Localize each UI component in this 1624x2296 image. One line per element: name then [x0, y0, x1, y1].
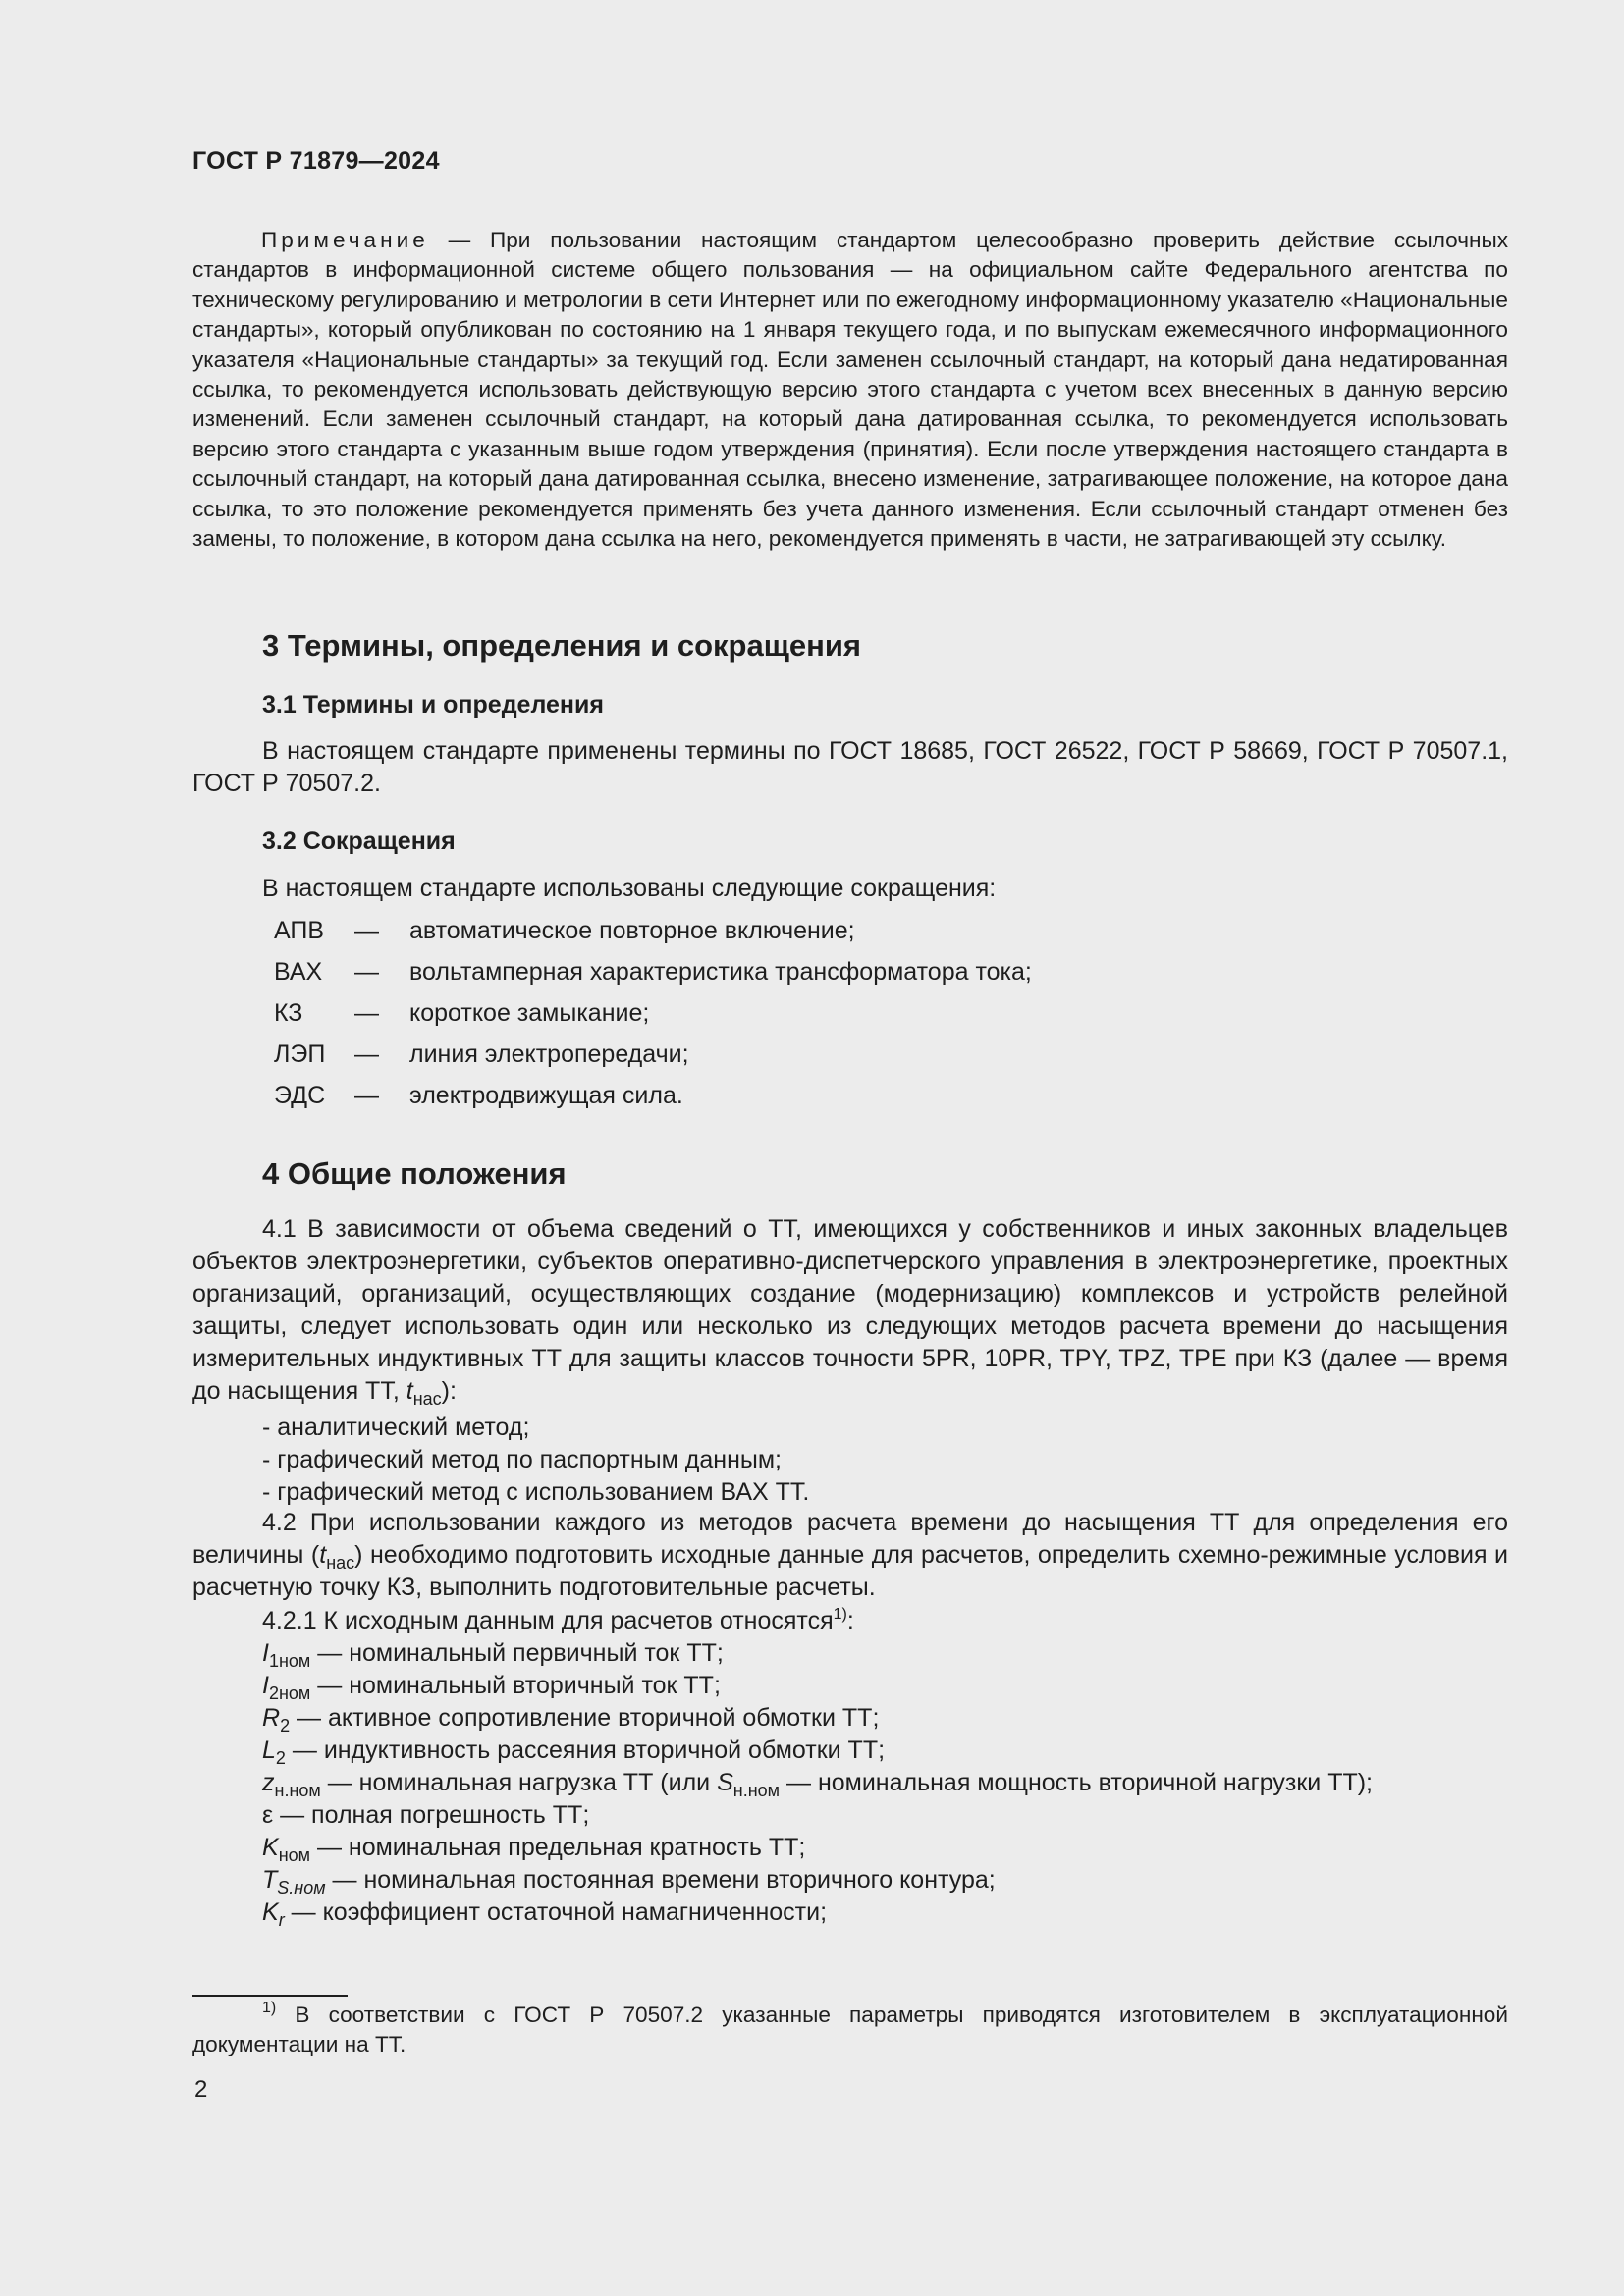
clause-4-2-1-text — [262, 1605, 854, 1637]
parameter-line — [262, 1670, 721, 1702]
parameter-line — [262, 1637, 724, 1670]
abbreviation-row — [274, 917, 1354, 952]
t-sat-symbol: t — [406, 1377, 413, 1405]
abbreviation-term: АПВ — [274, 917, 325, 944]
abbreviation-dash: — — [354, 1082, 379, 1109]
parameter-subscript: 2 — [275, 1748, 286, 1768]
parameter-description: — номинальная нагрузка ТТ (или — [320, 1769, 718, 1796]
section-3-1-text: В настоящем стандарте применены термины по ГОСТ 18685, ГОСТ 26522, ГОСТ Р 58669, ГОСТ Р 70507.1, ГОСТ Р 70507.2. — [192, 737, 1508, 797]
abbreviation-definition: линия электропередачи; — [409, 1041, 689, 1068]
parameter-subscript: r — [278, 1910, 285, 1930]
clause-4-1-text — [192, 1213, 1508, 1408]
parameter-description: — номинальная предельная кратность ТТ; — [310, 1834, 806, 1861]
parameter-description: — номинальный первичный ток ТТ; — [310, 1639, 724, 1667]
parameter-subscript: н.ном — [274, 1781, 321, 1800]
footnote-text: В соответствии с ГОСТ Р 70507.2 указанные параметры приводятся изготовителем в эксплуатационной документации на ТТ. — [192, 2002, 1508, 2057]
parameter-symbol: I — [262, 1672, 269, 1699]
parameter-symbol: S — [717, 1769, 733, 1796]
abbreviation-term: ЭДС — [274, 1082, 326, 1109]
parameter-symbol: L — [262, 1736, 276, 1764]
parameter-symbol: T — [262, 1866, 278, 1894]
method-list-item: - аналитический метод; — [262, 1414, 530, 1441]
t-sat-subscript: нас — [412, 1389, 442, 1409]
parameter-description: — полная погрешность ТТ; — [273, 1801, 590, 1829]
abbreviation-definition: электродвижущая сила. — [409, 1082, 683, 1109]
parameter-line — [262, 1832, 805, 1864]
parameter-description: — индуктивность рассеяния вторичной обмотки ТТ; — [285, 1736, 886, 1764]
parameter-line — [262, 1702, 879, 1735]
clause-4-2-text — [192, 1507, 1508, 1604]
footnote-reference[interactable]: 1) — [833, 1606, 847, 1623]
section-3-1-heading: 3.1 Термины и определения — [262, 691, 604, 719]
clause-4-2-1-colon: : — [846, 1607, 854, 1634]
footnote-mark: 1) — [262, 2000, 277, 2016]
method-list-item: - графический метод с использованием ВАХ ТТ. — [262, 1478, 810, 1506]
abbreviation-dash: — — [354, 917, 379, 944]
parameter-subscript: ном — [278, 1845, 311, 1865]
abbreviation-row — [274, 1041, 1354, 1076]
abbreviation-definition: короткое замыкание; — [409, 999, 650, 1027]
abbreviation-row — [274, 958, 1354, 993]
parameter-subscript: S.ном — [277, 1878, 326, 1897]
parameter-symbol: R — [262, 1704, 281, 1732]
parameter-symbol: ε — [262, 1801, 274, 1829]
abbreviation-definition: автоматическое повторное включение; — [409, 917, 855, 944]
clause-4-2-1-body: 4.2.1 К исходным данным для расчетов относятся — [262, 1607, 834, 1634]
abbreviation-dash: — — [354, 1041, 379, 1068]
section-3-2-heading: 3.2 Сокращения — [262, 828, 456, 855]
abbreviation-dash: — — [354, 958, 379, 986]
abbreviation-row — [274, 1082, 1354, 1117]
t-sat-symbol: t — [319, 1541, 327, 1569]
parameter-symbol: I — [262, 1639, 269, 1667]
method-list-item: - графический метод по паспортным данным; — [262, 1446, 782, 1473]
clause-4-1-end: ): — [441, 1377, 457, 1405]
parameter-subscript: 2 — [280, 1716, 291, 1735]
abbreviation-dash: — — [354, 999, 379, 1027]
parameter-symbol: K — [262, 1898, 279, 1926]
parameter-line — [262, 1896, 827, 1929]
page-number: 2 — [194, 2076, 208, 2103]
parameter-symbol: z — [262, 1769, 275, 1796]
clause-4-2-part-b: ) необходимо подготовить исходные данные для расчетов, определить схемно-режимные условия и расчетную точку КЗ, выполнить подготовительные расчеты. — [192, 1541, 1508, 1601]
parameter-description: — номинальная постоянная времени вторичного контура; — [325, 1866, 996, 1894]
abbreviation-term: ВАХ — [274, 958, 323, 986]
note-label: Примечание — [261, 228, 429, 252]
note-text: — При пользовании настоящим стандартом целесообразно проверить действие ссылочных стандартов в информационной системе общего пользования — на официальном сайте Федерального агентства по техническому регулированию и метрологии в сети Интернет или по ежегодному информационному указателю «Национальные стандарты», который опубликован по состоянию на 1 января текущего года, и по выпускам ежемесячного информационного указателя «Национальные стандарты» за текущий год. Если заменен ссылочный стандарт, на который дана недатированная ссылка, то рекомендуется использовать действующую версию этого стандарта с учетом всех внесенных в данную версию изменений. Если заменен ссылочный стандарт, на который дана датированная ссылка, то рекомендуется использовать версию этого стандарта с указанным выше годом утверждения (принятия). Если после утверждения настоящего стандарта в ссылочный стандарт, на который дана датированная ссылка, внесено изменение, затрагивающее положение, на которое дана ссылка, то это положение рекомендуется применять без учета данного изменения. Если ссылочный стандарт отменен без замены, то положение, в котором дана ссылка на него, рекомендуется применять в части, не затрагивающей эту ссылку. — [192, 228, 1508, 552]
abbreviation-definition: вольтамперная характеристика трансформатора тока; — [409, 958, 1032, 986]
parameter-description: — активное сопротивление вторичной обмотки ТТ; — [290, 1704, 880, 1732]
parameter-description: — номинальный вторичный ток ТТ; — [310, 1672, 721, 1699]
section-4-heading: 4 Общие положения — [262, 1156, 567, 1191]
t-sat-subscript: нас — [326, 1553, 355, 1573]
parameter-subscript: 2ном — [268, 1683, 311, 1703]
parameter-subscript: 1ном — [268, 1651, 311, 1671]
parameter-line — [262, 1735, 885, 1767]
abbreviation-term: КЗ — [274, 999, 303, 1027]
document-code-header: ГОСТ Р 71879—2024 — [192, 147, 440, 175]
parameter-symbol: K — [262, 1834, 279, 1861]
parameter-line — [262, 1799, 589, 1832]
clause-4-2-part-a: 4.2 При использовании каждого из методов расчета времени до насыщения ТТ для определения его величины ( — [192, 1509, 1508, 1569]
abbreviation-row — [274, 999, 1354, 1035]
section-3-heading: 3 Термины, определения и сокращения — [262, 628, 861, 663]
section-3-2-intro: В настоящем стандарте использованы следующие сокращения: — [262, 875, 997, 902]
parameter-line — [262, 1864, 996, 1896]
parameter-subscript: н.ном — [732, 1781, 781, 1800]
footnote-separator — [192, 1995, 348, 1997]
abbreviation-term: ЛЭП — [274, 1041, 326, 1068]
reference-note — [192, 226, 1508, 554]
parameter-description: — номинальная мощность вторичной нагрузки ТТ); — [780, 1769, 1374, 1796]
clause-4-1-body: 4.1 В зависимости от объема сведений о ТТ, имеющихся у собственников и иных законных владельцев объектов электроэнергетики, субъектов оперативно-диспетчерского управления в электроэнергетике, проектных организаций, организаций, осуществляющих создание (модернизацию) комплексов и устройств релейной защиты, следует использовать один или несколько из следующих методов расчета времени до насыщения измерительных индуктивных ТТ для защиты классов точности 5PR, 10PR, TPY, TPZ, TPE при КЗ (далее — время до насыщения ТТ, — [192, 1215, 1508, 1405]
parameter-description: — коэффициент остаточной намагниченности; — [284, 1898, 828, 1926]
parameter-line — [262, 1767, 1373, 1799]
footnote — [192, 2001, 1508, 2060]
